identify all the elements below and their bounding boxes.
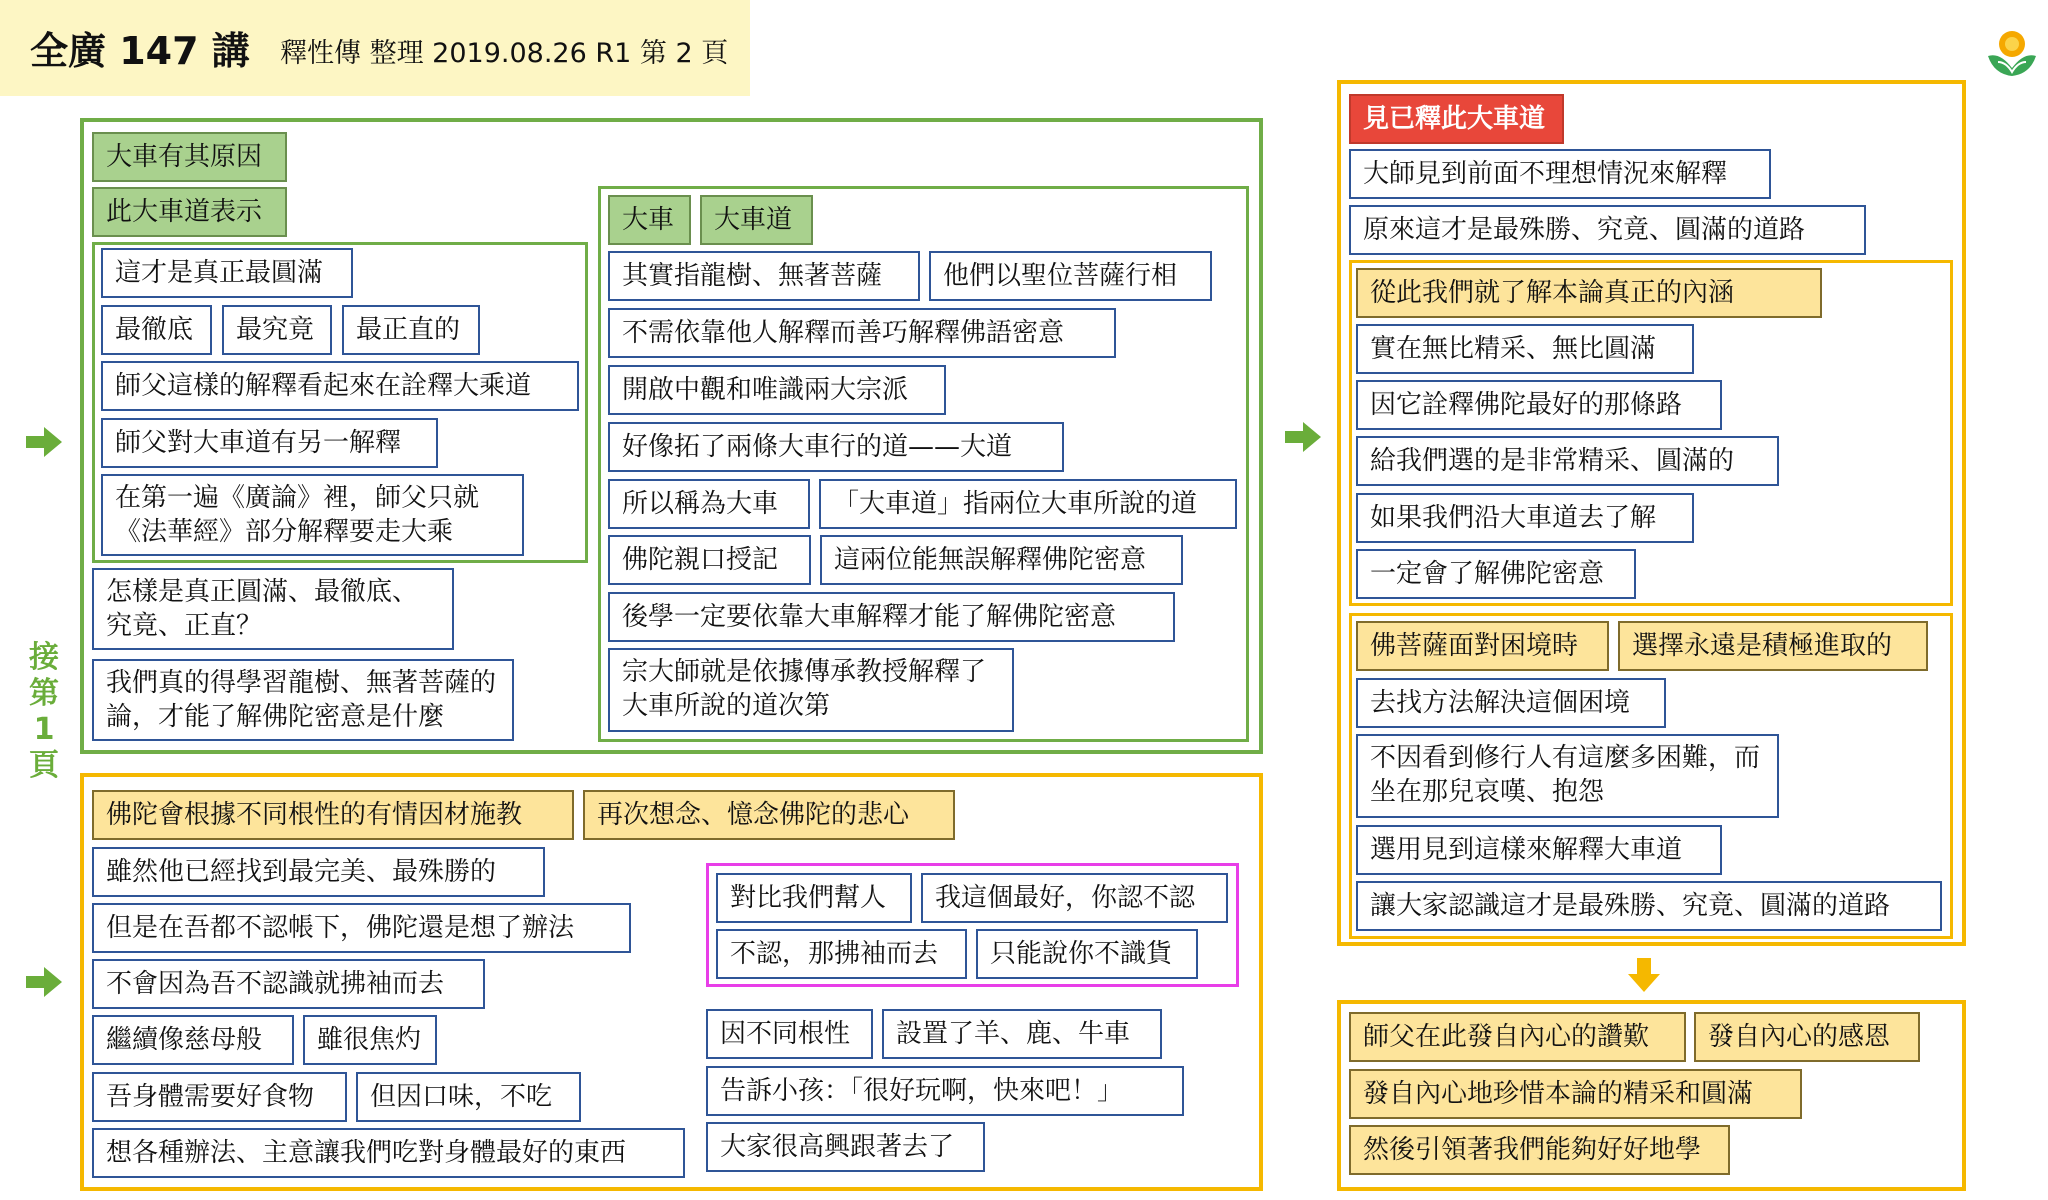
box-tell-children: 告訴小孩：「很好玩啊，快來吧！」: [706, 1066, 1184, 1116]
box-walk-away: 不認，那拂袖而去: [716, 929, 967, 979]
header-teach-by-capacity: 佛陀會根據不同根性的有情因材施教: [92, 790, 574, 840]
tag-great-vehicle-road: 大車道: [700, 195, 813, 245]
box-first-lamrim-lotus-sutra: 在第一遍《廣論》裡，師父只就《法華經》部分解釋要走大乘: [101, 474, 524, 556]
header-face-difficulty: 佛菩薩面對困境時: [1356, 621, 1609, 671]
box-solve-difficulty: 去找方法解決這個困境: [1356, 678, 1666, 728]
box-choose-explain: 選用見到這樣來解釋大車道: [1356, 825, 1722, 875]
box-tsongkhapa-lineage: 宗大師就是依據傳承教授解釋了大車所說的道次第: [608, 648, 1014, 732]
box-explain-without-error: 這兩位能無誤解釋佛陀密意: [820, 535, 1183, 585]
side-note-char: 1: [33, 712, 55, 747]
side-note-char: 頁: [29, 748, 59, 783]
box-you-dont-know: 只能說你不識貨: [976, 929, 1198, 979]
header-understand-treatise: 從此我們就了解本論真正的內涵: [1356, 268, 1822, 318]
box-three-carts: 設置了羊、鹿、牛車: [882, 1009, 1162, 1059]
side-note-char: 第: [29, 676, 59, 711]
header-always-proactive: 選擇永遠是積極進取的: [1618, 621, 1928, 671]
lotus-logo-icon: [1982, 22, 2042, 82]
yellow-arrow-down-icon: [1628, 958, 1660, 992]
box-refuse-taste: 但因口味，不吃: [356, 1072, 581, 1122]
box-like-mother: 繼續像慈母般: [92, 1015, 294, 1065]
box-rely-on-great-vehicle: 後學一定要依靠大車解釋才能了解佛陀密意: [608, 592, 1175, 642]
box-let-everyone-know: 讓大家認識這才是最殊勝、究竟、圓滿的道路: [1356, 881, 1942, 931]
box-explain-buddha-intent: 不需依靠他人解釋而善巧解釋佛語密意: [608, 308, 1116, 358]
box-two-great-roads: 好像拓了兩條大車行的道——大道: [608, 422, 1064, 472]
box-called-great-vehicle: 所以稱為大車: [608, 479, 810, 529]
box-not-walk-away: 不會因為吾不認識就拂袖而去: [92, 959, 485, 1009]
box-not-lament: 不因看到修行人有這麼多困難，而坐在那兒哀嘆、抱怨: [1356, 734, 1779, 818]
box-master-saw: 大師見到前面不理想情況來解釋: [1349, 149, 1771, 199]
box-anxious: 雖很焦灼: [303, 1015, 437, 1065]
box-buddha-prophecy: 佛陀親口授記: [608, 535, 811, 585]
box-heartfelt-praise: 師父在此發自內心的讚歎: [1349, 1012, 1686, 1062]
box-found-most-perfect: 雖然他已經找到最完美、最殊勝的: [92, 847, 545, 897]
tag-great-vehicle: 大車: [608, 195, 691, 245]
side-note-continue: [26, 640, 62, 784]
box-most-thorough: 最徹底: [101, 305, 212, 355]
box-holy-bodhisattva: 他們以聖位菩薩行相: [929, 251, 1212, 301]
box-heartfelt-gratitude: 發自內心的感恩: [1694, 1012, 1920, 1062]
tag-great-vehicle-reason: 大車有其原因: [92, 132, 287, 182]
green-arrow-right-icon: [26, 427, 62, 457]
box-different-capacity: 因不同根性: [706, 1009, 873, 1059]
box-understand-intent: 一定會了解佛陀密意: [1356, 549, 1636, 599]
tag-great-vehicle-path: 此大車道表示: [92, 187, 287, 237]
side-note-char: 接: [29, 640, 59, 675]
box-buddha-found-way: 但是在吾都不認帳下，佛陀還是想了辦法: [92, 903, 631, 953]
box-wonderful-perfect: 實在無比精采、無比圓滿: [1356, 324, 1694, 374]
box-master-explains-mahayana: 師父這樣的解釋看起來在詮釋大乘道: [101, 361, 579, 411]
title-seen-explain: 見已釋此大車道: [1349, 94, 1564, 144]
box-most-supreme-path: 原來這才是最殊勝、究竟、圓滿的道路: [1349, 205, 1866, 255]
box-another-explanation: 師父對大車道有另一解釋: [101, 418, 438, 468]
box-two-schools: 開啟中觀和唯識兩大宗派: [608, 365, 946, 415]
box-most-perfect: 這才是真正最圓滿: [101, 248, 353, 298]
box-follow-road: 如果我們沿大車道去了解: [1356, 493, 1694, 543]
box-learn-nagarjuna-asanga: 我們真的得學習龍樹、無著菩薩的論，才能了解佛陀密意是什麼: [92, 659, 514, 741]
box-great-vehicle-road-meaning: 「大車道」指兩位大車所說的道: [819, 479, 1237, 529]
box-need-good-food: 吾身體需要好食物: [92, 1072, 347, 1122]
header-banner: [0, 0, 750, 96]
box-most-ultimate: 最究竟: [222, 305, 332, 355]
green-arrow-right-icon: [1285, 422, 1321, 452]
box-choose-wonderful: 給我們選的是非常精采、圓滿的: [1356, 436, 1779, 486]
box-cherish-treatise: 發自內心地珍惜本論的精采和圓滿: [1349, 1069, 1802, 1119]
page-subtitle: 釋性傳 整理 2019.08.26 R1 第 2 頁: [280, 38, 729, 69]
page-title: 全廣 147 講: [30, 29, 250, 73]
green-arrow-right-icon: [26, 967, 62, 997]
box-find-ways-feed: 想各種辦法、主意讓我們吃對身體最好的東西: [92, 1128, 685, 1178]
header-remember-compassion: 再次想念、憶念佛陀的悲心: [583, 790, 955, 840]
box-everyone-follows: 大家很高興跟著去了: [706, 1122, 985, 1172]
box-most-upright: 最正直的: [342, 305, 480, 355]
box-what-is-perfect: 怎樣是真正圓滿、最徹底、究竟、正直？: [92, 568, 454, 650]
box-compare-helping: 對比我們幫人: [716, 873, 912, 923]
box-nagarjuna-asanga: 其實指龍樹、無著菩薩: [608, 251, 920, 301]
box-best-path: 因它詮釋佛陀最好的那條路: [1356, 380, 1722, 430]
box-mine-is-best: 我這個最好，你認不認: [921, 873, 1228, 923]
box-lead-us-learn: 然後引領著我們能夠好好地學: [1349, 1125, 1730, 1175]
